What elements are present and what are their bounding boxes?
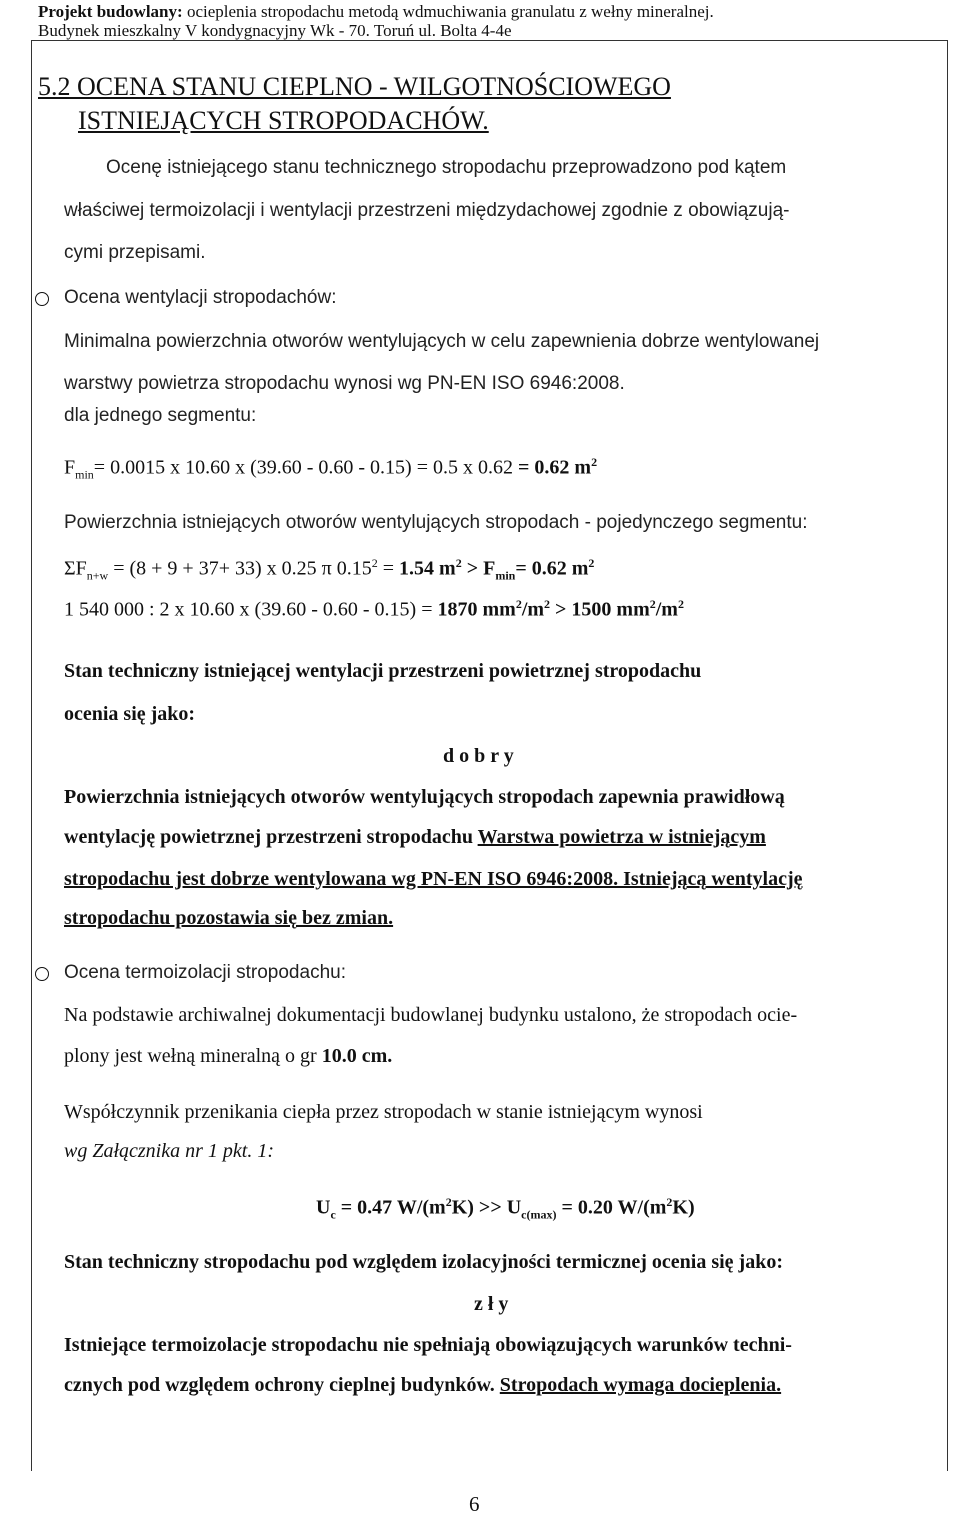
ventilation-conclusion-line-1: Powierzchnia istniejących otworów wentylujących stropodach zapewnia prawidłową	[64, 786, 785, 808]
fmin-formula: $F_{min}= 0.0015$ x 10.60 x (39.60 - 0.60 - 0.15) = 0.5 x 0.62 = 0.62 $m^2$	[64, 455, 598, 482]
ventilation-verdict: d o b r y	[443, 745, 514, 767]
intro-line-2: właściwej termoizolacji i wentylacji przestrzeni międzydachowej zgodnie z obowiązują-	[64, 200, 790, 221]
ratio-formula: 1 540 000 : 2 x 10.60 x (39.60 - 0.60 - 0.15) = 1870 $mm^2/m^2 > 1500$ $mm^2/m^2$	[64, 597, 684, 621]
thermal-heading: Ocena termoizolacji stropodachu:	[64, 962, 346, 983]
thermal-conclusion-line-2: cznych pod względem ochrony cieplnej budynków. Stropodach wymaga docieplenia.	[64, 1374, 782, 1396]
ventilation-conclusion-line-3: stropodachu jest dobrze wentylowana wg PN-EN ISO 6946:2008. Istniejącą wentylację	[64, 868, 803, 890]
thermal-p2-line-2: wg Załącznika nr 1 pkt. 1:	[64, 1140, 274, 1162]
sum-formula: $\Sigma F_{n+w} = (8 + 9 + 37+ 33)$ x 0.25 π $0.15^2 = 1.54$ $m^2 > F_{min}= 0.62$ $m^2$	[64, 556, 595, 583]
ventilation-conclusion-line-2: wentylację powietrznej przestrzeni stropodachu Warstwa powietrza w istniejącym	[64, 826, 766, 848]
ventilation-state-line-2: ocenia się jako:	[64, 703, 196, 725]
section-title-line-1: 5.2 OCENA STANU CIEPLNO - WILGOTNOŚCIOWEGO	[38, 72, 671, 101]
ventilation-p2: Powierzchnia istniejących otworów wentylujących stropodach - pojedynczego segmentu:	[64, 512, 808, 533]
ventilation-state-line-1: Stan techniczny istniejącej wentylacji przestrzeni powietrznej stropodachu	[64, 660, 702, 682]
page-number: 6	[469, 1492, 480, 1516]
header-line-2: Budynek mieszkalny V kondygnacyjny Wk - 70. Toruń ul. Bolta 4-4e	[38, 21, 512, 40]
u-formula: $U_c = 0.47$ $W/(m^2K) >> U_{c(max)} = 0.20$ $W/(m^2K)$	[316, 1195, 695, 1222]
thermal-p1-line-1: Na podstawie archiwalnej dokumentacji budowlanej budynku ustalono, że stropodach ocie-	[64, 1004, 798, 1026]
ventilation-conclusion-line-4: stropodachu pozostawia się bez zmian.	[64, 907, 394, 929]
ventilation-p1-line-2: warstwy powietrza stropodachu wynosi wg PN-EN ISO 6946:2008.	[64, 373, 625, 394]
thermal-p2-line-1: Współczynnik przenikania ciepła przez stropodach w stanie istniejącym wynosi	[64, 1101, 703, 1123]
header-project-text: ocieplenia stropodachu metodą wdmuchiwania granulatu z wełny mineralnej.	[182, 2, 714, 21]
thermal-p1-line-2: plony jest wełną mineralną o gr 10.0 cm.	[64, 1045, 393, 1067]
thermal-state: Stan techniczny stropodachu pod względem izolacyjności termicznej ocenia się jako:	[64, 1251, 783, 1273]
header-label: Projekt budowlany:	[38, 2, 183, 21]
intro-line-1: Ocenę istniejącego stanu technicznego stropodachu przeprowadzono pod kątem	[106, 157, 787, 178]
section-title-line-2: ISTNIEJĄCYCH STROPODACHÓW.	[78, 106, 489, 135]
thermal-verdict: z ł y	[474, 1293, 509, 1315]
ventilation-p1-line-3: dla jednego segmentu:	[64, 405, 257, 426]
header-line-1	[38, 2, 714, 22]
ventilation-p1-line-1: Minimalna powierzchnia otworów wentylujących w celu zapewnienia dobrze wentylowanej	[64, 331, 820, 352]
thermal-conclusion-line-1: Istniejące termoizolacje stropodachu nie spełniają obowiązujących warunków techni-	[64, 1334, 792, 1356]
bullet-icon	[35, 967, 49, 981]
intro-line-3: cymi przepisami.	[64, 242, 206, 263]
bullet-icon	[35, 292, 49, 306]
ventilation-heading: Ocena wentylacji stropodachów:	[64, 287, 337, 308]
